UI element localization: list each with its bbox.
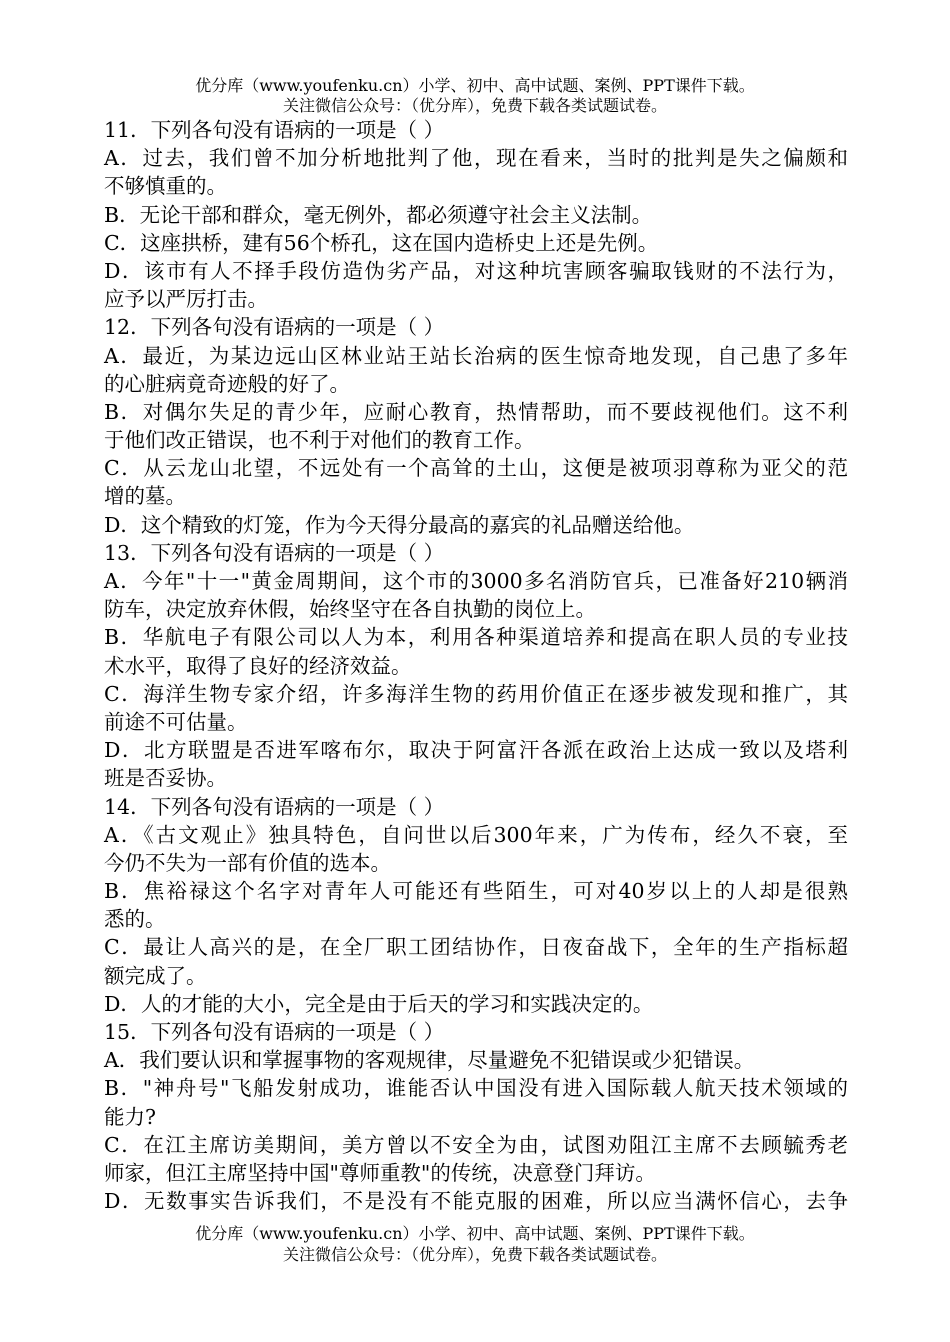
text-line: C．从云龙山北望，不远处有一个高耸的土山，这便是被项羽尊称为亚父的范 (104, 456, 848, 481)
text-line: 额完成了。 (104, 963, 207, 988)
text-line: 的心脏病竟奇迹般的好了。 (104, 371, 350, 396)
text-line: 应予以严厉打击。 (104, 287, 268, 312)
text-line: B．华航电子有限公司以人为本，利用各种渠道培养和提高在职人员的专业技 (104, 625, 848, 650)
text-line: D．无数事实告诉我们，不是没有不能克服的困难，所以应当满怀信心，去争 (104, 1189, 848, 1214)
text-line: D．这个精致的灯笼，作为今天得分最高的嘉宾的礼品赠送给他。 (104, 512, 695, 537)
footer-line-1: 优分库（www.youfenku.cn）小学、初中、高中试题、案例、PPT课件下载。 (195, 1224, 755, 1243)
text-line: 11．下列各句没有语病的一项是（ ） (104, 118, 445, 142)
text-line: 于他们改正错误，也不利于对他们的教育工作。 (104, 428, 535, 453)
text-line: 前途不可估量。 (104, 709, 248, 734)
question-body (104, 116, 848, 1215)
text-line: 班是否妥协。 (104, 766, 227, 791)
text-line: C．这座拱桥，建有56个桥孔，这在国内造桥史上还是先例。 (104, 230, 659, 255)
text-line: C．最让人高兴的是，在全厂职工团结协作，日夜奋战下，全年的生产指标超 (104, 935, 848, 960)
text-line: C．在江主席访美期间，美方曾以不安全为由，试图劝阻江主席不去顾毓秀老 (104, 1132, 848, 1157)
footer-line-2: 关注微信公众号：（优分库），免费下载各类试题试卷。 (282, 1245, 667, 1264)
text-line: A．今年"十一"黄金周期间，这个市的3000多名消防官兵，已准备好210辆消 (104, 569, 848, 593)
text-line: D．人的才能的大小，完全是由于后天的学习和实践决定的。 (104, 991, 654, 1016)
text-line: 防车，决定放弃休假，始终坚守在各自执勤的岗位上。 (104, 597, 596, 622)
text-line: 14．下列各句没有语病的一项是（ ） (104, 794, 445, 819)
header-line-1: 优分库（www.youfenku.cn）小学、初中、高中试题、案例、PPT课件下载。 (195, 76, 755, 95)
text-line: 不够慎重的。 (104, 174, 227, 199)
text-line: 今仍不失为一部有价值的选本。 (104, 850, 391, 875)
text-line: 增的墓。 (104, 484, 186, 509)
header-line-2: 关注微信公众号：（优分库），免费下载各类试题试卷。 (282, 96, 667, 115)
text-line: B．焦裕禄这个名字对青年人可能还有些陌生，可对40岁以上的人却是很熟 (104, 879, 848, 904)
text-line: D．北方联盟是否进军喀布尔，取决于阿富汗各派在政治上达成一致以及塔利 (104, 738, 848, 763)
text-line: 15．下列各句没有语病的一项是（ ） (104, 1020, 445, 1044)
text-line: C．海洋生物专家介绍，许多海洋生物的药用价值正在逐步被发现和推广，其 (104, 681, 848, 706)
text-line: B．对偶尔失足的青少年，应耐心教育，热情帮助，而不要歧视他们。这不利 (104, 399, 848, 424)
text-line: A．我们要认识和掌握事物的客观规律，尽量避免不犯错误或少犯错误。 (104, 1048, 755, 1073)
text-line: A．过去，我们曾不加分析地批判了他，现在看来，当时的批判是失之偏颇和 (104, 146, 848, 171)
text-line: 13．下列各句没有语病的一项是（ ） (104, 540, 445, 565)
text-line: 悉的。 (104, 907, 166, 932)
text-line: B．"神舟号"飞船发射成功，谁能否认中国没有进入国际载人航天技术领域的 (104, 1076, 848, 1101)
text-line: 师家，但江主席坚持中国"尊师重教"的传统，决意登门拜访。 (104, 1160, 656, 1185)
text-line: 术水平，取得了良好的经济效益。 (104, 653, 412, 678)
text-line: B．无论干部和群众，毫无例外，都必须遵守社会主义法制。 (104, 202, 653, 227)
text-line: D．该市有人不择手段仿造伪劣产品，对这种坑害顾客骗取钱财的不法行为， (104, 258, 848, 283)
text-line: A．最近，为某边远山区林业站王站长治病的医生惊奇地发现，自己患了多年 (104, 343, 848, 368)
text-line: 能力? (104, 1104, 156, 1129)
text-line: A．《古文观止》独具特色，自问世以后300年来，广为传布，经久不衰，至 (104, 822, 848, 847)
text-line: 12．下列各句没有语病的一项是（ ） (104, 315, 445, 340)
